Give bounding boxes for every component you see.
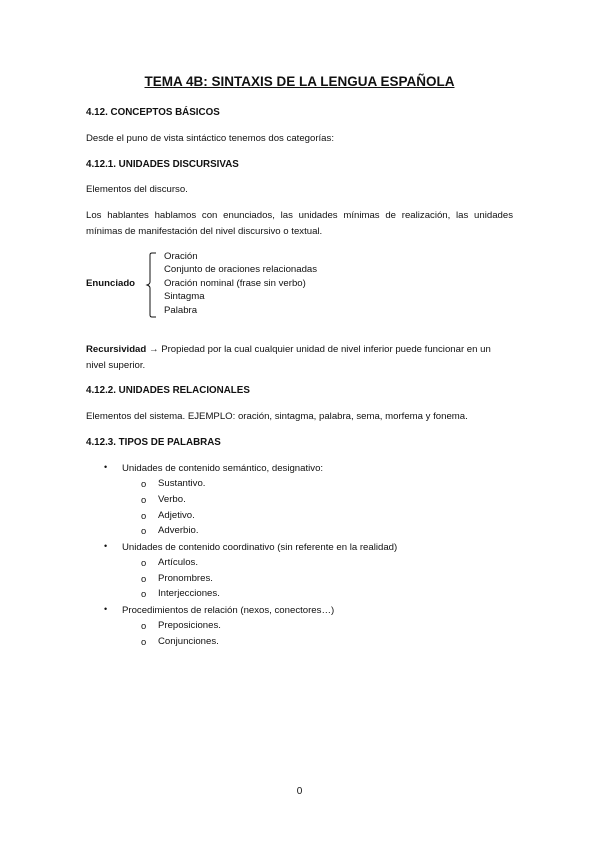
list-item-interjecciones: Interjecciones. <box>158 588 220 599</box>
list-item-adjetivo: Adjetivo. <box>158 510 195 521</box>
list-item-verbo: Verbo. <box>158 494 186 505</box>
page-title: TEMA 4B: SINTAXIS DE LA LENGUA ESPAÑOLA <box>144 74 455 89</box>
word-type-group-1: Unidades de contenido semántico, designativo: <box>122 463 324 474</box>
intro-paragraph: Desde el puno de vista sintáctico tenemos dos categorías: <box>86 133 334 144</box>
list-item-conjunciones: Conjunciones. <box>158 636 219 647</box>
enunciado-paragraph-line-1: Los hablantes hablamos con enunciados, las unidades mínimas de realización, las unidades <box>86 210 513 221</box>
section-heading-4-12-3: 4.12.3. TIPOS DE PALABRAS <box>86 437 221 448</box>
section-heading-4-12: 4.12. CONCEPTOS BÁSICOS <box>86 107 220 118</box>
sub-bullet-icon: o <box>141 510 147 521</box>
recursividad-definition: Propiedad por la cual cualquier unidad de nivel inferior puede funcionar en un <box>161 344 491 355</box>
sub-bullet-icon: o <box>141 557 147 568</box>
enunciado-paragraph-line-2: mínimas de manifestación del nivel discursivo o textual. <box>86 226 323 237</box>
relational-definition: Elementos del sistema. EJEMPLO: oración, sintagma, palabra, sema, morfema y fonema. <box>86 411 468 422</box>
enunciado-item-oracion: Oración <box>164 251 198 262</box>
recursividad-line-1 <box>86 344 491 356</box>
recursividad-term: Recursividad <box>86 344 147 355</box>
sub-bullet-icon: o <box>141 494 147 505</box>
sub-bullet-icon: o <box>141 478 147 489</box>
enunciado-item-oracion-nominal: Oración nominal (frase sin verbo) <box>164 278 306 289</box>
sub-bullet-icon: o <box>141 573 147 584</box>
list-item-articulos: Artículos. <box>158 557 198 568</box>
list-item-preposiciones: Preposiciones. <box>158 620 221 631</box>
list-item-adverbio: Adverbio. <box>158 525 199 536</box>
curly-brace-icon <box>143 252 159 318</box>
enunciado-item-sintagma: Sintagma <box>164 291 205 302</box>
right-arrow-icon: → <box>148 344 159 355</box>
sub-bullet-icon: o <box>141 588 147 599</box>
sub-bullet-icon: o <box>141 525 147 536</box>
enunciado-item-palabra: Palabra <box>164 305 198 316</box>
enunciado-label: Enunciado <box>86 278 136 289</box>
discursive-definition: Elementos del discurso. <box>86 184 188 195</box>
bullet-icon: • <box>104 604 108 614</box>
list-item-pronombres: Pronombres. <box>158 573 213 584</box>
word-type-group-2: Unidades de contenido coordinativo (sin referente en la realidad) <box>122 542 398 553</box>
bullet-icon: • <box>104 462 108 472</box>
word-type-group-3: Procedimientos de relación (nexos, conectores…) <box>122 605 335 616</box>
recursividad-line-2: nivel superior. <box>86 360 146 371</box>
sub-bullet-icon: o <box>141 620 147 631</box>
section-heading-4-12-1: 4.12.1. UNIDADES DISCURSIVAS <box>86 159 239 170</box>
section-heading-4-12-2: 4.12.2. UNIDADES RELACIONALES <box>86 385 250 396</box>
enunciado-item-conjunto: Conjunto de oraciones relacionadas <box>164 264 318 275</box>
list-item-sustantivo: Sustantivo. <box>158 478 206 489</box>
bullet-icon: • <box>104 541 108 551</box>
page-number: 0 <box>296 786 303 797</box>
sub-bullet-icon: o <box>141 636 147 647</box>
